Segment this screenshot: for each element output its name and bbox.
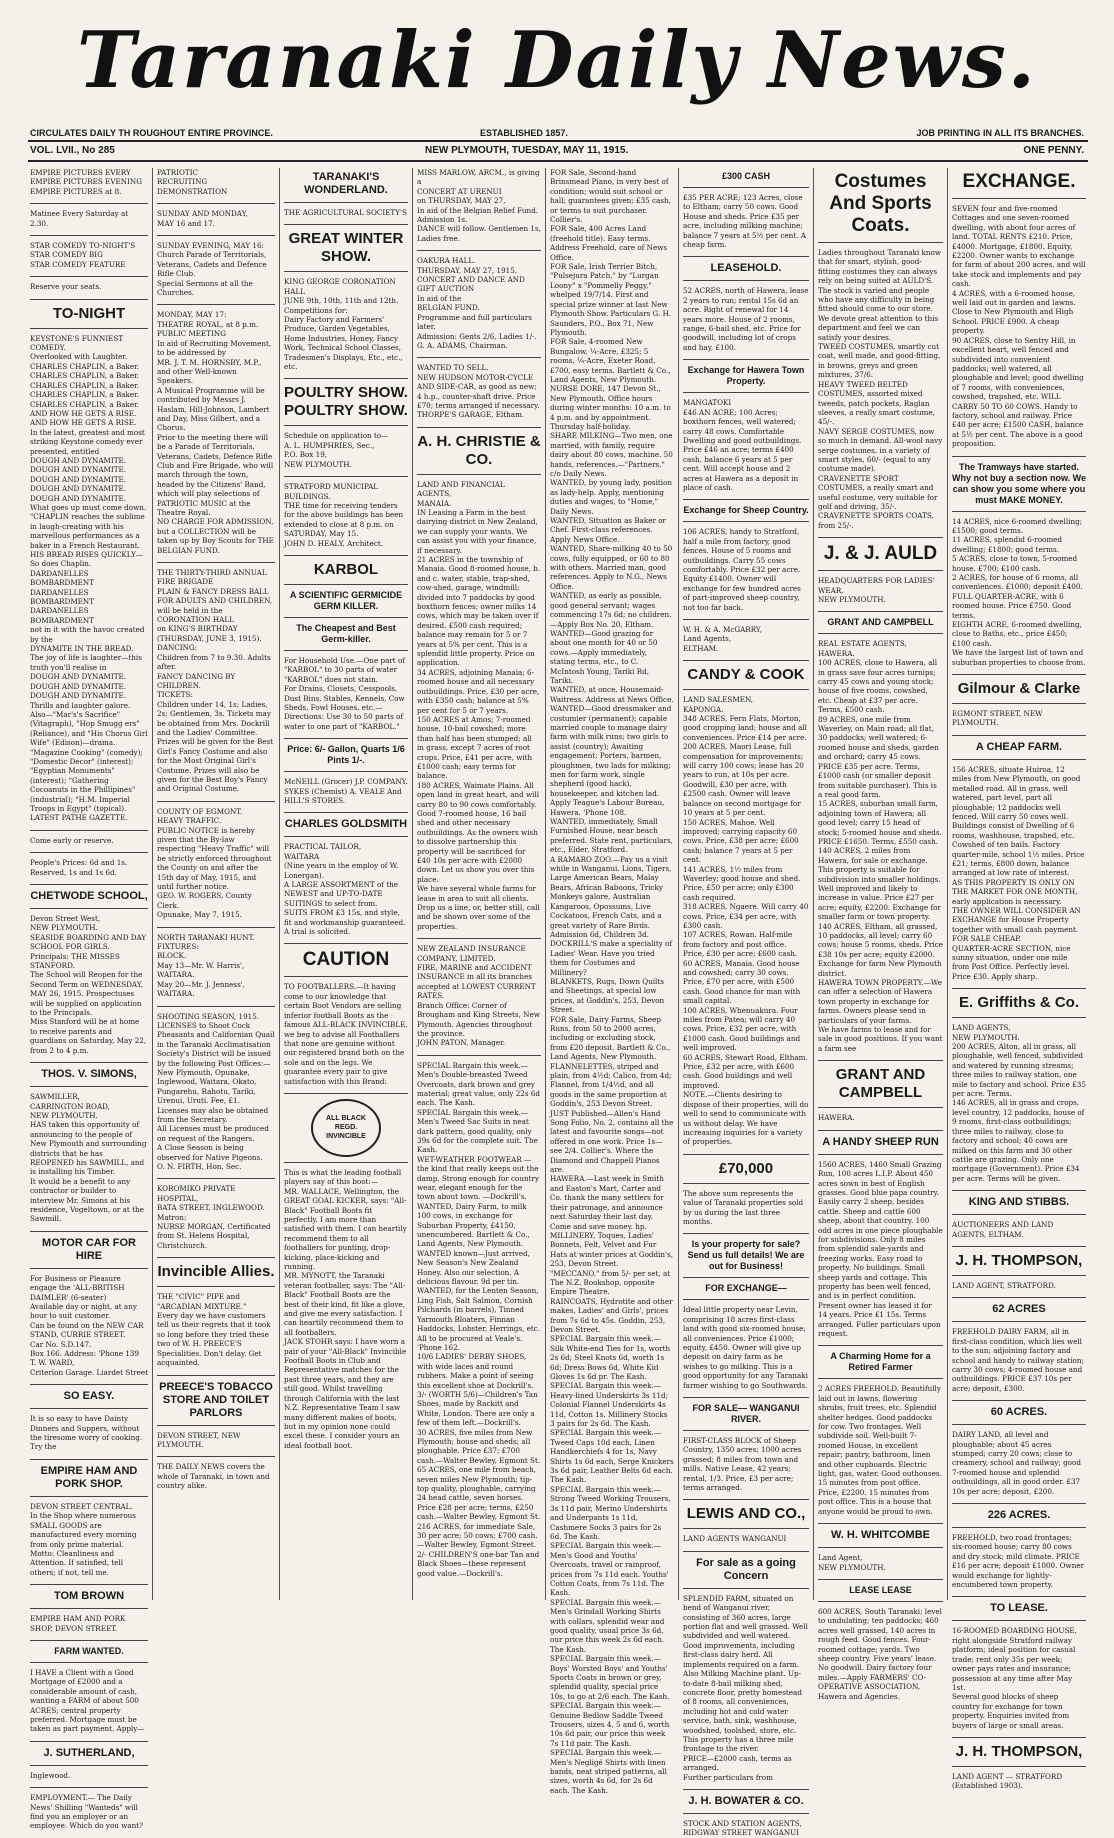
advert-heading: Exchange for Sheep Country. [683, 505, 809, 516]
advert-heading: Is your property for sale? Send us full details! We are out for Business! [687, 1239, 805, 1272]
advert-divider [952, 1503, 1086, 1504]
advert-divider [952, 1620, 1086, 1621]
advert-text: SAWMILLER, CARRINGTON ROAD, NEW PLYMOUTH. HAS taken this opportunity of announcing to the people of New Plymouth and surrounding districts that he has REOPENED his SAWMILL, and is installing his Timber. It would be a benefit to any contractor or builder to interview Mr. Simons at his residence, Vogeltown, or at the Sawmill. [30, 1092, 147, 1224]
advert-text: HAWERA. [818, 1113, 855, 1123]
advert-divider [284, 650, 408, 651]
advert-divider [952, 1275, 1086, 1276]
advert-divider [30, 1584, 148, 1585]
advert-heading: CANDY & COOK [687, 666, 805, 684]
advert-heading: THOS. V. SIMONS, [41, 1068, 137, 1081]
column-2 [157, 168, 275, 1600]
job-printing-line: JOB PRINTING IN ALL ITS BRANCHES. [916, 128, 1084, 138]
advert-divider [818, 1130, 943, 1131]
price: ONE PENNY. [1023, 145, 1084, 156]
advert-divider [157, 1257, 275, 1258]
advert-text: 156 ACRES, situate Huiroa, 12 miles from New Plymouth, on good metalled road. All in grass, well watered, part level, part all ploughable; 12 paddocks well fenced. Will carry 50 cows well. Buildings consist of Dwelling of 6 rooms, washhouse, trapshed, etc. Cowshed of ten bails. Factory quarter-mile, school 1½ miles. Price £21; terms, £800 down, balance arranged at low rate of interest. AS THIS PROPERTY IS ONLY ON THE MARKET FOR ONE MONTH, early application is necessary. THE OWNER WILL CONSIDER AN EXCHANGE for House Property together with small cash payment. FOR SALE CHEAP. QUARTER-ACRE SECTION, nice sunny situation, under one mile from Post Office. Perfectly level. Price £30. Apply sharp. [952, 764, 1085, 981]
advert-heading: J. SUTHERLAND, [43, 1746, 135, 1759]
advert-text: 52 ACRES, north of Hawera, lease 2 years to run; rental 15s 6d an acre. Right of renewal for 14 years more. House of 2 rooms, range, 6-bail shed, etc. Price for goodwill, including lot of crops and hay, £100. [683, 286, 809, 352]
advert-heading: FARM WANTED. [54, 1645, 124, 1656]
advert-divider [30, 1496, 148, 1497]
advert-divider [683, 1233, 809, 1234]
advert-text: LAND AGENTS, NEW PLYMOUTH. 200 ACRES, Alton, all in grass, all ploughable, well fenced, subdivided and watered by running streams; three miles to railway station, one mile to factory and school. Price £35 per acre. Terms. 146 ACRES, all in grass and crops, level country, 12 paddocks, house of 9 rooms, first-class outbuildings; three miles to railway, close to factory and school; 40 cows are milked on this farm and 30 other cattle are grazing. Only one mortgage (Government). Price £34 per acre. Terms will be given. [952, 1023, 1086, 1183]
advert-heading: 60 ACRES. [990, 1406, 1048, 1419]
advert-heading: J. H. BOWATER & CO. [688, 1794, 804, 1807]
advert-divider [157, 235, 275, 236]
advert-divider [683, 1528, 809, 1529]
advert-divider [417, 938, 541, 939]
advert-heading: The Cheapest and Best Germ-killer. [296, 622, 396, 644]
advert-heading: Price: 6/- Gallon, Quarts 1/6 Pints 1/-. [287, 744, 405, 766]
advert-text: Ladies throughout Taranaki know that for smart, stylish, good-fitting costumes they can always rely on being suited at AULD'S. The stock is varied and people who have any difficulty in being fitted should come to our store. We devote great attention to this department and feel we can satisfy your desires. TWEED COSTUMES, smartly cut coat, well made, and good-fitting, in browns, greys and green mixtures, 37/6. HEAVY TWEED BELTED COSTUMES, assorted mixed tweeds, patch pockets, Raglan sleeves, a really smart costume, 45/-. NAVY SERGE COSTUMES, now so much in demand. All-wool navy serge costumes, in a variety of smart styles, 60/- (equal to any costume made). CRAVENETTE SPORT COSTUMES, a really smart and useful costume, very suitable for golf and driving, 35/-. CRAVENETTE SPORTS COATS, from 25/-. [818, 248, 943, 530]
advert-text: For Business or Pleasure engage the 'ALL-BRITISH DAIMLER' (6-seater) Available day or night, at any hour to suit customer. Can be found on the NEW CAR STAND, CURRIE STREET. Car No. S.D.147. Box 166. Address: 'Phone 139 T. W. WARD, Criterion Garage. Liardet Street [30, 1273, 148, 1377]
advert-divider [30, 1640, 148, 1641]
advert-text: LAND AND FINANCIAL AGENTS, MANAIA. IN Leasing a Farm in the best dairying district in New Zealand, we can supply your wants. We can assist you with your finance, if necessary. 21 ACRES in the township of Manaia. Good 8-roomed house, b. and c. water, stable, trap-shed, cow-shed, garage, windmill; divided into 7 paddocks by good boxthorn fences; owner milks 14 cows, which may be taken over if desired. £500 cash required; balance may remain for 5 or 7 years at 5% per cent. This is a splendid little property. Price on application. 34 ACRES, adjoining Manaia; 6-roomed house and all necessary outbuildings. Price, £30 per acre, with £350 cash; balance at 5% per cent for 5 or 7 years. 150 ACRES at Amos; 7-roomed house, 10-bail cowshed; more than half has been stumped; all in grass, except 7 acres of root crops. Price, £41 per acre, with £1000 cash; easy terms for balance. 180 ACRES, Waimate Plains. All open land in great heart, and will carry 80 to 90 cows comfortably. Good 7-roomed house, 16 bail shed and other necessary outbuildings. As the owners wish to dissolve partnership this property will be sacrificed for £40 10s per acre with £2000 down. Let us show you over this place. We have several whole farms for lease in area to suit all clients. Drop us a line, or, better still, call and be shown over some of the properties. [417, 479, 541, 931]
advert-heading: EXCHANGE. [962, 171, 1076, 192]
advert-divider [30, 1062, 148, 1063]
advert-text: £35 PER ACRE; 123 Acres, close to Eltham; carry 50 cows. Good House and sheds. Price £35 per acre, including milking machine; balance 7 years at 5½ per cent. A cheap farm. [683, 193, 806, 250]
advert-text: 600 ACRES, South Taranaki; level to undulating; ten paddocks; 460 acres well grassed, 140 acres in rough feed. Good fences. Four-roomed cottage; yards. Two sheep country. Five years' lease. No goodwill. Dairy factory four miles.—Apply FARMERS' CO-OPERATIVE ASSOCIATION, Hawera and Agencies. [818, 1606, 942, 1701]
advert-divider [284, 555, 408, 556]
advert-divider [157, 203, 275, 204]
advert-divider [818, 570, 943, 571]
advert-text: McNEILL (Grocer) J.P. COMPANY. SYKES (Chemist) A. VEALE And HILL'S STORES. [284, 777, 408, 805]
advert-heading: TARANAKI'S WONDERLAND. [304, 171, 388, 196]
advert-divider [284, 202, 408, 203]
circulation-line: CIRCULATES DAILY TH ROUGHOUT ENTIRE PROVINCE. [30, 128, 273, 138]
advert-divider [683, 689, 809, 690]
advert-heading: £300 CASH [721, 171, 771, 181]
advert-divider [952, 988, 1086, 989]
advert-text: PATRIOTIC RECRUITING DEMONSTRATION [157, 168, 228, 196]
advert-divider [818, 1060, 943, 1061]
advert-text: 106 ACRES, handy to Stratford, half a mile from factory, good fences. House of 5 rooms and outbuildings. Carry 55 cows comfortably. Price £32 per acre. Equity £1400. Owner will exchange for few hundred acres of part-improved sheep country, not too far back. [683, 527, 801, 612]
advert-divider [157, 1456, 275, 1457]
badge-line: REGD. [334, 1124, 358, 1132]
advert-heading: Gilmour & Clarke [957, 680, 1081, 698]
advert-heading: 62 ACRES [992, 1303, 1046, 1316]
advert-text: EMPIRE PICTURES EVERY EMPIRE PICTURES EVENING EMPIRE PICTURES at 8. [30, 168, 142, 196]
advert-divider [284, 976, 408, 977]
advert-divider [30, 884, 148, 885]
advert-divider [30, 299, 148, 300]
advert-heading: POULTRY SHOW. POULTRY SHOW. [284, 384, 408, 420]
advert-heading: GREAT WINTER SHOW. [288, 230, 404, 266]
advert-text: Come early or reserve. [30, 835, 114, 845]
advert-divider [818, 1579, 943, 1580]
advert-text: DEVON STREET CENTRAL. In the Shop where numerous SMALL GOODS are manufactured every morning from only prime material. Motto: Cleanliness and Attention. If satisfied, tell others; if not, tell me. [30, 1501, 137, 1577]
advert-text: AUCTIONEERS AND LAND AGENTS, ELTHAM. [952, 1220, 1054, 1239]
advert-heading: KING AND STIBBS. [968, 1196, 1070, 1209]
column-divider [152, 168, 153, 1600]
advert-text: THE "CIVIC" PIPE and "ARCADIAN MIXTURE." Every day we have customers tell us their regrets that it took so long before they tried these two of W. H. PREECE'S Specialities. Don't delay. Get acquainted. [157, 1292, 271, 1368]
advert-divider [683, 1551, 809, 1552]
column-1 [30, 168, 148, 1831]
advert-divider [952, 1190, 1086, 1191]
advert-text: This is what the leading football players say of this boot:— MR. WALLACE, Wellington, the GREAT GOAL KICKER, says: "All-Black" Football Boots fit perfectly. I am more than satisfied with them. I can heartily recommend them to all footballers for punting, drop-kicking, place-kicking and running. MR. MYNOTT, the Taranaki veteran footballer, says: The "All-Black" Football Boots are the best of their kind, fit like a glove, and give me every satisfaction. I can heartily recommend them to all footballers. JACK STOHR says: I have worn a pair of your "All-Black" Invincible Football Boots in Club and Representative matches for the past three years, and they are still good. Whilst travelling through California with the last N.Z. Representative Team I saw many different makes of boots, but in my opinion none could excel these. I consider yours an ideal football boot. [284, 1167, 407, 1450]
advert-divider [818, 537, 943, 538]
advert-heading: The Tramways have started. Why not buy a section now. We can show you some where you must MAKE MONEY. [952, 461, 1087, 505]
advert-divider [30, 1741, 148, 1742]
advert-text: 14 ACRES, nice 6-roomed dwelling; £1500; good terms. 11 ACRES, splendid 6-roomed dwelling; £1800; good terms. 5 ACRES, close to town, 5-roomed house. £700; £100 cash. 2 ACRES, for house of 6 rooms, all conveniences. £1000; deposit £400. FULL QUARTER-ACRE, with 6 roomed house. Price £750. Good terms. EIGHTH ACRE, 6-roomed dwelling, close to Baths, etc., price £450; £100 cash. We have the largest list of town and suburban properties to choose from. [952, 516, 1086, 667]
advert-heading: EMPIRE HAM AND PORK SHOP. [40, 1464, 138, 1490]
advert-divider [952, 735, 1086, 736]
advert-divider [30, 1408, 148, 1409]
place-and-date: NEW PLYMOUTH, TUESDAY, MAY 11, 1915. [425, 145, 629, 156]
advert-text: Ideal little property near Levin, comprising 18 acres first-class land with good six-roomed house; all conveniences. Price £1000; equity, £450. Owner will give up deposit on dairy farm as he wishes to go milking. This is a good opportunity for any Taranaki farmer wishing to go Southwards. [683, 1305, 808, 1390]
advert-divider [30, 852, 148, 853]
advert-divider [284, 1162, 408, 1163]
advert-heading: SO EASY. [63, 1390, 115, 1403]
advert-divider [952, 1400, 1086, 1401]
advert-divider [30, 235, 148, 236]
newspaper-title: Taranaki Daily News. [77, 15, 1037, 106]
advert-text: KING GEORGE CORONATION HALL JUNE 9th, 10th, 11th and 12th. Competitions for: Dairy Factory and Farmers' Produce, Garden Vegetables, Home Industries, Honey, Fancy Work, Technical School Classes, Tradesmen's Displays, Etc., etc., etc. [284, 277, 403, 372]
advert-divider [683, 1430, 809, 1431]
advert-heading: W. H. WHITCOMBE [831, 1529, 930, 1542]
advert-text: HEADQUARTERS FOR LADIES' WEAR, NEW PLYMOUTH. [818, 576, 935, 604]
advert-divider [952, 198, 1086, 199]
advert-divider [818, 1154, 943, 1155]
advert-divider [30, 1787, 148, 1788]
advert-text: Matinee Every Saturday at 2.30. [30, 209, 129, 228]
advert-text: 1560 ACRES, 1460 Small Grazing Run, 100 acres L.I.P. About 450 acres sown in best of English grasses. Good blue papa country. Easily carry 2 sheep, besides cattle. Sheep and cattle 600 sheep, about that country. 100 odd acres in one piece ploughable for subdivisions. Only 8 miles from splendid sale-yards and freezing works. Easy road to property. No buildings. Small sheep yards and cottage. This property has been well fenced, and is in perfect condition. Present owner has leased it for 14 years. Price £1 15s. Terms arranged. Fuller particulars upon request. [818, 1159, 943, 1338]
advert-heading: LEASEHOLD. [710, 262, 782, 275]
advert-heading: LEWIS AND CO., [686, 1505, 806, 1523]
advert-text: People's Prices: 6d and 1s. Reserved, 1s and 1s 6d. [30, 858, 128, 877]
advert-text: TO FOOTBALLERS.—It having come to our knowledge that certain Boot Vendors are selling inferior football Boots as the famous ALL-BLACK INVINCIBLE, we beg to advise all Footballers that none are genuine without our registered brand both on the sole and on the legs. We guarantee every pair to give satisfaction with this Brand: [284, 982, 408, 1086]
advert-heading: A SCIENTIFIC GERMICIDE GERM KILLER. [289, 589, 403, 611]
advert-divider [683, 280, 809, 281]
advert-heading: FOR EXCHANGE— [705, 1283, 787, 1294]
advert-text: THE THIRTY-THIRD ANNUAL FIRE BRIGADE PLAIN & FANCY DRESS BALL FOR ADULTS AND CHILDREN, will be held in the CORONATION HALL on KING'S BIRTHDAY (THURSDAY, JUNE 3, 1915). DANCING: Children from 7 to 9.30. Adults after. FANCY DANCING BY CHILDREN. TICKETS: Children under 14, 1s; Ladies, 2s; Gentlemen, 3s. Tickets may be obtained from Mrs. Dockrill and the Ladies' Committee. Prizes will be given for the Best Girl's Fancy Costume and also for the Most Original Girl's Costume. Prizes will also be given for the Best Boy's Fancy and Original Costume. [157, 568, 274, 794]
advert-heading: TO-NIGHT [52, 304, 126, 322]
advert-divider [284, 584, 408, 585]
advert-heading: TO LEASE. [990, 1602, 1048, 1615]
column-3 [284, 168, 408, 1600]
column-divider [545, 168, 546, 1600]
advert-text: Reserve your seats. [30, 282, 102, 292]
column-divider [813, 168, 814, 1600]
advert-divider [284, 271, 408, 272]
established-line: ESTABLISHED 1857. [480, 128, 568, 138]
advert-divider [952, 1766, 1086, 1767]
advert-text: COUNTY OF EGMONT. HEAVY TRAFFIC. PUBLIC NOTICE is hereby given that the By-law respecting "Heavy Traffic" will be strictly enforced throughout the County on and after the 15th day of May, 1915, and until further notice. GEO. W. ROGERS, County Clerk. Opunake, May 7, 1915. [157, 806, 272, 920]
advert-divider [417, 250, 541, 251]
advert-divider [818, 1601, 943, 1602]
advert-text: SPECIAL Bargain this week.— Men's Double-breasted Tweed Overcoats, dark brown and grey material; great value, only 22s 6d each. The Kash. SPECIAL Bargain this week.— Men's Tweed Sac Suits in neat dark pattern, good quality, only 39s 6d for the complete suit. The Kash. WET-WEATHER FOOTWEAR — the kind that really keeps out the damp. Strong enough for country wear, elegant enough for the town about town. —Dockrill's. WANTED, Dairy Farm, to milk 100 cows, in exchange for Suburban Property, £4150, unencumbered. Bartlett & Co., Land Agents, New Plymouth. WANTED known—Just arrived, New Season's New Zealand Honey. Also our selection. A delicious flavour. 9d per tin. WANTED, for the Lenten Season, Ling Fish, Salt Salmon, Cornish Pilchards (in barrels), Tinned Yarmouth Bloaters, Finnan Haddocks, Lobster, Herrings, etc. All to be procured at Veale's. 'Phone 162. 10/6 LADIES' DERBY SHOES, with wide laces and round rubbers. Make a point of seeing this excellent shoe at Dockrill's. 3/- (WORTH 5/6)—Children's Tan Shoes, made by Rackitt and White, London. There are only a few of them left.—Dockrill's. 30 ACRES, five miles from New Plymouth; house and sheds; all ploughable. Price £37; £700 cash.—Walter Bewley, Egmont St. 65 ACRES, one mile from beach, seven miles New Plymouth; tip-top quality, ploughable, carrying 24 head cattle, seven horses. Price £28 per acre; terms, £250 cash.—Walter Bewley, Egmont St. 216 ACRES, for immediate Sale, 30 per acre; 50 cows; £700 cash.—Walter Bewley, Egmont Street. 2/- CHILDREN'S one-bar Tan and Black Shoes—these represent good value.—Dockrill's. [417, 1060, 541, 1578]
advert-text: KEYSTONE'S FUNNIEST COMEDY. Overlooked with Laughter. CHARLES CHAPLIN, a Baker. CHARLES CHAPLIN, a Baker. CHARLES CHAPLIN, a Baker. CHARLES CHAPLIN, a Baker. CHARLES CHAPLIN, a Baker. AND HOW HE GETS A RISE. AND HOW HE GETS A RISE. In the latest, greatest and most striking Keystone comedy ever presented, entitled DOUGH AND DYNAMITE. DOUGH AND DYNAMITE. DOUGH AND DYNAMITE. DOUGH AND DYNAMITE. DOUGH AND DYNAMITE. What goes up must come down. "CHAPLIN reaches the sublime in laugh-creating with his marvellous performances as a baker in a French Restaurant. HIS BREAD RISES QUICKLY— So does Chaplin. DARDANELLES BOMBARDMENT DARDANELLES BOMBARDMENT DARDANELLES BOMBARDMENT not in it with the havoc created by the DYNAMITE IN THE BREAD. The joy of life is laughter—this truth you'll realise in DOUGH AND DYNAMITE. DOUGH AND DYNAMITE. DOUGH AND DYNAMITE. Thrills and laughter galore. Also—"Mar's's Sacrifice" (Vitagraph), "Hop Smugg ers" (Reliance), and "His Chorus Girl Wife" (Edison)—drama. "Magazine Cooking" (comedy); "Domestic Decor" (interest); "Egyptian Monuments" (interest); "Gathering Cocoanuts in the Phillipines" (industrial); "H.M. Imperial Troops in Egypt" (topical). LATEST PATHE GAZETTE. [30, 333, 148, 823]
advert-divider [30, 1086, 148, 1087]
advert-divider [683, 1299, 809, 1300]
advert-text: DEVON STREET, NEW PLYMOUTH. [157, 1430, 241, 1449]
advert-heading: GRANT AND CAMPBELL [835, 1066, 926, 1102]
advert-heading: CAUTION [302, 949, 390, 971]
advert-text: Schedule on application to— A. L. HUMPHRIES, Sec., P.O. Box 19, NEW PLYMOUTH. [284, 431, 389, 469]
advert-divider [157, 927, 275, 928]
advert-heading: J. & J. AULD [823, 543, 938, 565]
advert-divider [683, 256, 809, 257]
advert-divider [952, 1737, 1086, 1738]
column-divider [678, 168, 679, 1600]
advert-text: MONDAY, MAY 17: THEATRE ROYAL, at 8 p.m. PUBLIC MEETING In aid of Recruiting Movement, to be addressed by MR. J. T. M. HORNSBY, M.P., and other Well-known Speakers. A Musical Programme will be contributed by Messrs J. Haslam, Hill-Johnson, Lambert and Day, Miss Gilbert, and a Chorus. Prior to the meeting there will be a Parade of Territorials, Veterans, Cadets, Defence Rifle Club and Fire Brigade, who will march through the town, headed by the Citizens' Band, which will play selections of PATRIOTIC MUSIC at the Theatre Royal. NO CHARGE FOR ADMISSION, but a COLLECTION will be taken up by Boy Scouts for THE BELGIAN FUND. [157, 310, 274, 555]
advert-divider [284, 617, 408, 618]
advert-text: W. H. & A. McGARRY, Land Agents, ELTHAM. [683, 625, 762, 653]
advert-divider [683, 359, 809, 360]
advert-text: SUNDAY EVENING, MAY 16: Church Parade of Territorials, Veterans, Cadets and Defence Rifle Club. Special Sermons at all the Churches. [157, 241, 267, 298]
advert-divider [30, 1765, 148, 1766]
advert-text: I HAVE a Client with a Good Mortgage of £2000 and a considerable amount of cash, wanting a FARM of about 500 ACRES; central property preferred. Mortgage must be taken as part payment. Apply— [30, 1667, 145, 1734]
advert-heading: J. H. THOMPSON, [955, 1251, 1083, 1269]
advert-divider [683, 187, 809, 188]
advert-divider [952, 1321, 1086, 1322]
advert-heading: A. H. CHRISTIE & CO. [417, 432, 541, 468]
advert-heading: 226 ACRES. [987, 1509, 1051, 1522]
advert-divider [952, 1297, 1086, 1298]
column-5 [550, 168, 674, 1795]
badge-line: INVINCIBLE [326, 1133, 366, 1141]
advert-divider [683, 521, 809, 522]
advert-divider [157, 1425, 275, 1426]
advert-divider [818, 1107, 943, 1108]
advert-text: EMPIRE HAM AND PORK SHOP, DEVON STREET. [30, 1614, 126, 1633]
advert-heading: LEASE LEASE [849, 1584, 912, 1595]
advert-text: For Household Use.—One part of "KARBOL" to 30 parts of water "KARBOL" does not stain. For Drains, Closets, Cesspools, Dust Bins, Stables, Kennels, Cow Sheds, Fowl Houses, etc.—Directions: Use 30 to 50 parts of water to one part of "KARBOL." [284, 655, 405, 731]
advert-divider [952, 703, 1086, 704]
column-8 [952, 168, 1087, 1791]
advert-divider [30, 328, 148, 329]
advert-text: STOCK AND STATION AGENTS, RIDGWAY STREET WANGANUI [683, 1818, 802, 1838]
advert-divider [952, 674, 1086, 675]
advert-heading: CHARLES GOLDSMITH [284, 818, 408, 831]
advert-heading: Costumes And Sports Coats. [829, 171, 932, 236]
advert-text: EMPLOYMENT.— The Daily News' Shilling "Wanteds" will find you an employer or an employee. Which do you want? [30, 1793, 144, 1831]
advert-divider [952, 1214, 1086, 1215]
masthead-rule-bottom [28, 160, 1088, 162]
advert-divider [818, 1547, 943, 1548]
advert-divider [30, 1608, 148, 1609]
advert-divider [952, 1017, 1086, 1018]
advert-heading: A CHEAP FARM. [975, 740, 1063, 753]
advert-divider [683, 1277, 809, 1278]
advert-divider [683, 1154, 809, 1155]
advert-text: NORTH TARANAKI HUNT. FIXTURES: BLOCK. May 13—Mr. W. Harris', WAITARA. May 20—Mr. J. Jenness', WAITARA. [157, 932, 255, 999]
advert-divider [284, 476, 408, 477]
advert-text: LAND SALESMEN, KAPONGA. 348 ACRES, Fern Flats, Morton, good cropping land; house and all conveniences. Price £14 per acre. 200 ACRES, Maori Lease, full compensation for improvements; will carry 100 cows; lease has 20 years to run, at 10s per acre. Goodwill, £30 per acre, with £2500 cash. Owner will leave balance on second mortgage for 10 years at 5 per cent. 150 ACRES, Mahoe. Well improved; carrying capacity 60 cows. Price, £38 per acre; £600 cash; balance 7 years at 5 per cent. 141 ACRES, 1½ miles from Waverley; good house and shed. Price, £50 per acre; only £300 cash required. 318 ACRES, Ngaere. Will carry 40 cows. Price, £34 per acre, with £300 cash. 107 ACRES, Rowan. Half-mile from factory and post office. Price, £30 per acre; £600 cash. 60 ACRES, Manaia. Good house and cowshed; carry 30 cows. Price, £70 per acre, with £500 cash. Good chance for man with small capital. 100 ACRES, Whenuakura. Four miles from Patea; will carry 40 cows. Price, £32 per acre, with £1000 cash. Good buildings and well improved. 60 ACRES, Stewart Road, Eltham. Price, £32 per acre, with £600 cash. Good buildings and well improved. NOTE.—Clients desiring to dispose of their properties, will do well to send to communicate with us without delay. We have increasing inquiries for a variety of properties. [683, 695, 809, 1147]
advert-text: LAND AGENT, STRATFORD. [952, 1280, 1056, 1290]
advert-heading: A Charming Home for a Retired Farmer [830, 1351, 931, 1373]
advert-divider [818, 633, 943, 634]
advert-text: NEW ZEALAND INSURANCE COMPANY, LIMITED. FIRE, MARINE and ACCIDENT INSURANCE in all its branches accepted at LOWEST CURRENT RATES. Branch Office: Corner of Brougham and King Streets, New Plymouth. Agencies throughout the province. JOHN PATON, Manager. [417, 944, 540, 1048]
advert-text: It is so easy to have Dainty Dinners and Suppers, without the tiresome worry of cooking. Try the [30, 1414, 143, 1452]
advert-heading: E. Griffiths & Co. [959, 994, 1079, 1012]
advert-text: 16-ROOMED BOARDING HOUSE, right alongside Stratford railway platform; ideal position for casual trade; rent only 35s per week; owner pays rates and insurance; possession at any time after May 1st. Several good blocks of sheep country for exchange for town property. Enquiries invited from buyers of large or small areas. [952, 1626, 1077, 1730]
advert-divider [30, 1662, 148, 1663]
advert-divider [284, 943, 408, 944]
advert-text: FIRST-CLASS BLOCK of Sheep Country, 1350 acres; 1000 acres grassed; 8 miles from town and mills. Native Lease, 42 years; rental, 1/3. Price, £3 per acre; terms arranged. [683, 1436, 802, 1493]
advert-text: THE AGRICULTURAL SOCIETY'S [284, 208, 407, 217]
advert-divider [952, 456, 1086, 457]
advert-divider [952, 1424, 1086, 1425]
advert-heading: PREECE'S TOBACCO STORE AND TOILET PARLORS [159, 1380, 273, 1419]
advert-divider [157, 1375, 275, 1376]
advert-text: STRATFORD MUNICIPAL BUILDINGS. THE time for receiving tenders for the above buildings has been extended to close at 8 p.m. on SATURDAY, May 15. JOHN D. HEALY, Architect. [284, 482, 404, 548]
advert-text: PRACTICAL TAILOR, WAITARA (Nine years in the employ of W. Lonergan). A LARGE ASSORTMENT of the NEWEST and UP-TO-DATE SUITINGS to select from. SUITS FROM £3 15s, and style, fit and workmanship guaranteed. A trial is solicited. [284, 842, 406, 937]
advert-divider [30, 1268, 148, 1269]
advert-text: FOR Sale, Second-hand Brinsmead Piano, in very best of condition; would suit school or hall; guarantees given; £35 cash, or terms to suit purchaser. Collier's. FOR Sale, 400 Acres Land (freehold title). Easy terms. Address Freehold, care of News Office. FOR Sale, Irish Terrier Bitch, "Pulsejura Patch," by "Lurgan Loony" x "Pommelly Peggy," whelped 19/7/14. First and special prize winner at last New Plymouth Show. Particulars G. H. Saunders, P.O., Box 71, New Plymouth. FOR Sale, 4-roomed New Bungalow, ¼-Acre, £325; 5 rooms, ¼-Acre, Exeter Road, £700, easy terms. Bartlett & Co., Land Agents, New Plymouth. NURSE DORE, 147 Devon St., New Plymouth. Office hours during winter months: 10 a.m. to 4 p.m. and by appointment. Thursday half-holiday. SHARE MILKING—Two men, one married, with family, require dairy about 80 cows, machine. 50 hands, references.—"Partners," c/o Daily News. WANTED, by young lady, position as lady-help. Apply, mentioning duties and wages, to "Home," Daily News. WANTED, Situation as Baker or Chef. First-class references. Apply News Office. WANTED, Share-milking 40 to 50 cows, fully equipped, or 60 to 80 with others. Married man, good references. Apply to N.G., News Office. WANTED, as early as possible, good general servant; wages commencing 17s 6d; no children.—Apply Box No. 20, Eltham. WANTED—Good grazing for about one month for 40 or 50 cows.—Apply immediately, stating terms, etc., to C. McIntosh Young, Tariki Rd, Tariki. WANTED, at once, Housemaid-Waitress. Address at News Office. WANTED—Good dressmaker and costumier (permanent); capable married couple to manage dairy farm with milk runs; two girls to assist (country); Awaiting engagement: Porters, barmen, ploughmen, two lads for milking; men for farm work, single shepherd (good hack), housekeeper, and kitchen lad. Apply Teague's Labour Bureau, Hawera. 'Phone 108. WANTED, immediately, Small Furnished House, near beach preferred. State rent, particulars, etc., Elder, Stratford. A RAMARO ZOO.—Pay us a visit while in Wanganui. Lions, Tigers, Large American Bears, Malay Bears, African Baboons, Tricky Monkeys galore, Australian Kangaroos, Opossums, Live Cockatoos, French Cats, and a great variety of Rare Birds. Admission 6d, Children 3d. DOCKRILL'S make a speciality of Ladies' Wear. Have you tried them for Costumes and Millinery? BLANKETS, Rugs, Down Quilts and Sheetings, at special low prices, at Goddin's, 253, Devon Street. FOR Sale, Dairy Farms, Sheep Runs, from 50 to 2000 acres, including or excluding stock, from £20 deposit. Bartlett & Co., Land Agents, New Plymouth. FLANNELETTES, striped and plain, from 4½d; Calico, from 4d; Flannel, from 1/4½d, and all goods in the same proportion at Goddin's, 253 Devon Street. JUST Published—Allen's Hand Song Folio, No. 2, contains all the latest and favourite songs—not offered in one work. Price 1s—see 2/4. Collier's. Where the Diamond and Chappell Pianos are. HAWERA.—Last week in Smith and Easton's Mart, Carter and Co. thank the many settlers for their patronage, and announce next Saturday their last day. Come and save money. hp. MILLINERY, Toques, Ladies' Bonnets, Felt, Velvet and Fur Hats at winter prices at Goddin's, 253, Devon Street. "MECCANO," from 5/- per set, at The N.Z. Bookshop, opposite Empire Theatre. RAINCOATS, Hydrotite and other makes, Ladies' and Girls', prices from 7s 6d to 45s. Goddin, 253, Devon Street. SPECIAL Bargain this week.— Silk White-end Ties for 1s, worth 2s 6d; Steel Knots 6d, worth 1s 6d; Dress Bows 6d, White Kid Gloves 1s 6d pr. The Kash. SPECIAL Bargain this week.— Heavy-lined Underskirts 3s 11d; Colonial Flannel Underskirts 4s 11d, Cotton 1s. Millinery Stocks 3 pairs for 2s 6d. The Kash. SPECIAL Bargain this week.— Tweed Caps 10d each, Linen Handkerchiefs 4 for 1s, Navy Shirts 1s 6d each, Serge Knickers 3s 6d pair, Leather Belts 6d each. The Kash. SPECIAL Bargain this week.— Strong Tweed Working Trousers, 3s 11d pair, Merino Undershirts and Underpants 1s 11d, Cashmere Socks 3 pairs for 2s 6d. The Kash. SPECIAL Bargain this week.— Men's Good and Youths' Overcoats, travel or rainproof, prices from 7s 11d each. Youths' Cotton Coats, from 7s 11d. The Kash. SPECIAL Bargain this week.— Men's Grindall Working Shirts with collars, splendid wear and good quality, usual price 3s 6d, our price this week 2s 6d each. The Kash. SPECIAL Bargain this week.— Boys' Worsted Boys' and Youths' Sports Coats in brown or grey, splendid quality, special price 10s, to go at 2/6 each. The Kash. SPECIAL Bargain this week.— Genuine Bedlow Saddle Tweed Trousers, sizes 4, 5 and 6, worth 10s 6d pair, our price this week 7s 11d pair. The Kash. SPECIAL Bargain this week.— Men's Negligé Shirts with linen bands, neat striped patterns, all sizes, worth 4s 6d, for 2s 6d each. The Kash. [550, 168, 674, 1795]
advert-divider [284, 738, 408, 739]
advert-divider [952, 1527, 1086, 1528]
advert-heading: A HANDY SHEEP RUN [822, 1135, 939, 1148]
advert-divider [284, 771, 408, 772]
advert-divider [284, 425, 408, 426]
advert-divider [30, 908, 148, 909]
advert-divider [30, 203, 148, 204]
advert-text: REAL ESTATE AGENTS, HAWERA. 100 ACRES, close to Hawera, all in grass save four acres turnips; carry 45 cows and young stock; house of five rooms, cowshed, etc. Cheap at £37 per acre. Terms, £500 cash. 89 ACRES, one mile from Waverley, on Main road; all flat, 30 paddocks; well watered; 6-roomed house and sheds, garden and orchard; carry 45 cows. PRICE £35 per acre. Terms, £1000 cash (or smaller deposit from suitable purchaser). This is a real good farm. 15 ACRES, suburban small farm, adjoining town of Hawera; all good level; carry 15 head of stock; 5-roomed house and sheds. PRICE £1650. Terms, £550 cash. 140 ACRES, 2 miles from Hawera, for sale or exchange. This property is suitable for subdivision into smaller holdings. Well improved and likely to increase in value. Price £27 per acre; equity, £2200. Exchange for smaller farm or town property. 140 ACRES, Eltham, all grassed, 10 paddocks, all level; carry 60 cows; house 5 rooms, sheds. Price £38 10s per acre; equity £2000. Exchange for farm New Plymouth district. HAWERA TOWN PROPERTY.—We can offer a selection of Hawera town property in exchange for farms. Owners please send in particulars of your farms. We have farms to lease and for sale in good positions. If you want a farm see [818, 639, 944, 1053]
advert-text: EGMONT STREET, NEW PLYMOUTH. [952, 709, 1043, 728]
advert-divider [818, 242, 943, 243]
masthead [0, 0, 1114, 120]
volume-number: VOL. LVII., No 285 [30, 145, 115, 156]
column-divider [279, 168, 280, 1600]
advert-text: SHOOTING SEASON, 1915. LICENSES to Shoot Cock Pheasants and Californian Quail in the Taranaki Acclimatisation Society's District will be issued by the following Post Offices:—New Plymouth, Opunake, Inglewood, Waitara, Okato, Pungarehu, Rahotu, Tariki, Urenui, Uruti. Fee, £1. Licenses may also be obtained from the Secretary. All Licenses must be produced on request of the Rangers. A Close Season is being observed for Native Pigeons. O. N. FIRTH, Hon. Sec. [157, 1011, 275, 1171]
advert-divider [818, 1378, 943, 1379]
advert-text: STAR COMEDY TO-NIGHT'S STAR COMEDY BIG STAR COMEDY FEATURE [30, 241, 136, 269]
masthead-rule-top [28, 140, 1088, 142]
advert-divider [284, 224, 408, 225]
advert-divider [30, 1384, 148, 1385]
advert-divider [417, 427, 541, 428]
advert-heading: £70,000 [718, 1159, 774, 1177]
advert-divider [818, 611, 943, 612]
advert-divider [284, 836, 408, 837]
all-black-brand-badge [311, 1099, 381, 1157]
advert-text: SUNDAY AND MONDAY, MAY 16 and 17. [157, 209, 248, 228]
advert-text: LAND AGENTS WANGANUI [683, 1534, 787, 1544]
advert-heading: FOR SALE— WANGANUI RIVER. [692, 1403, 800, 1424]
advert-divider [157, 801, 275, 802]
advert-divider [284, 1093, 408, 1094]
advert-text: WANTED TO SELL. NEW HUDSON MOTOR-CYCLE AND SIDE-CAR, as good as new; 4 h.p., counter-shaft drive. Price £70; terms arranged if necessary. THORPE'S GARAGE, Eltham. [417, 363, 540, 420]
advert-heading: Exchange for Hawera Town Property. [687, 365, 805, 387]
advert-divider [683, 392, 809, 393]
advert-divider [683, 499, 809, 500]
advert-text: FREEHOLD, two road frontages; six-roomed house; carry 80 cows and dry stock; mild climate. PRICE £16 per acre; deposit £1000. Owner would exchange for lightly-encumbered town property. [952, 1533, 1085, 1590]
advert-divider [952, 759, 1086, 760]
column-4 [417, 168, 541, 1600]
advert-divider [30, 276, 148, 277]
advert-divider [30, 1231, 148, 1232]
advert-divider [157, 1178, 275, 1179]
advert-text: 2 ACRES FREEHOLD. Beautifully laid out in lawns, flowering shrubs, fruit trees, etc. Splendid shelter hedges. Good paddocks for cow. Two frontages. Well subdivide soil. Well-built 7-roomed House, in excellent repair; pantry, bathroom, linen and other cupboards. Electric light, gas, water. Good outhouses. 15 minutes from post office. Price, £2200. 15 minutes from post office. This is a house that anyone would be proud to own. [818, 1384, 942, 1516]
advert-divider [683, 1588, 809, 1589]
advert-divider [683, 1183, 809, 1184]
advert-text: The above sum represents the value of Taranaki properties sold by us during the last three months. [683, 1188, 804, 1226]
advert-divider [818, 1345, 943, 1346]
advert-divider [417, 357, 541, 358]
advert-text: MANGATOKI £46 AN ACRE; 100 Acres; boxthorn fences, well watered; carry 48 cows. Comfortable Dwelling and good outbuildings. Price £46 an acre; terms £400 cash, balance 6 years at 5 per cent. Will accept house and 2 acres at Hawera as a deposit in place of cash. [683, 398, 802, 492]
advert-heading: GRANT AND CAMPBELL [827, 617, 934, 628]
advert-text: THE DAILY NEWS covers the whole of Taranaki, in town and country alike. [157, 1462, 270, 1491]
advert-divider [818, 1523, 943, 1524]
badge-line: ALL BLACK [326, 1115, 366, 1123]
advert-text: Land Agent, NEW PLYMOUTH. [818, 1553, 886, 1572]
advert-heading: J. H. THOMPSON, [955, 1742, 1083, 1760]
advert-text: DAIRY LAND, all level and ploughable; about 45 acres stumped; carry 20 cows; close to creamery, school and railway; good 7-roomed house and splendid outbuildings, all in good order. £37 10s per acre; deposit, £200. [952, 1430, 1081, 1496]
advert-divider [683, 1813, 809, 1814]
advert-divider [157, 304, 275, 305]
column-7 [818, 168, 944, 1701]
advert-text: KOROMIKO PRIVATE HOSPITAL, BATA STREET, INGLEWOOD. Matron: NURSE MORGAN, Certificated from St. Helens Hospital, Christchurch. [157, 1184, 271, 1250]
advert-divider [417, 1055, 541, 1056]
advert-divider [952, 511, 1086, 512]
advert-text: FREEHOLD DAIRY FARM, all in first-class condition, which lies well to the sun; adjoining factory and school and handy to railway station; carry 30 cows; 4-roomed house and outbuildings. PRICE £37 10s per acre; deposit, £300. [952, 1327, 1084, 1393]
advert-divider [157, 1286, 275, 1287]
advert-text: SPLENDID FARM, situated on bend of Wanganui river, consisting of 360 acres, large portion flat and well grassed. Well subdivided and well watered. Good improvements, including first-class dairy herd. All implements required on a farm. Also Milking Machine plant. Up-to-date 8-bail milking shed, concrete floor, pretty homestead of 8 rooms, all conveniences, including hot and cold water service, bath, sink, washhouse, woodshed, toolshed, store, etc. This property has a three mile frontage to the river. PRICE—£2000 cash, terms as arranged. Further particulars from [683, 1593, 808, 1782]
column-6 [683, 168, 809, 1838]
advert-heading: For sale as a going Concern [696, 1556, 796, 1582]
advert-divider [683, 660, 809, 661]
advert-heading: Invincible Allies. [157, 1263, 275, 1281]
column-divider [412, 168, 413, 1600]
advert-divider [284, 812, 408, 813]
advert-heading: CHETWODE SCHOOL, [30, 890, 148, 902]
advert-heading: MOTOR CAR FOR HIRE [42, 1236, 136, 1262]
column-divider [947, 168, 948, 1600]
advert-text: Inglewood. [30, 1770, 71, 1780]
advert-text: LAND AGENT — STRATFORD (Established 1903). [952, 1771, 1063, 1791]
advert-text: Devon Street West, NEW PLYMOUTH. SEASIDE BOARDING AND DAY SCHOOL FOR GIRLS. Principals: THE MISSES STANFORD. The School will Reopen for the Second Term on WEDNESDAY, MAY 26, 1915. Prospectuses will be supplied on application to the Principals. Miss Stanford will be at home to receive parents and guardians on Saturday, May 22, from 2 to 4 p.m. [30, 914, 147, 1055]
advert-heading: TOM BROWN [53, 1590, 125, 1603]
advert-divider [157, 1006, 275, 1007]
advert-divider [952, 1596, 1086, 1597]
advert-divider [952, 1246, 1086, 1247]
advert-divider [683, 1397, 809, 1398]
advert-divider [683, 619, 809, 620]
advert-divider [417, 474, 541, 475]
advert-divider [30, 830, 148, 831]
advert-divider [157, 562, 275, 563]
advert-divider [30, 1459, 148, 1460]
advert-text: SEVEN four and five-roomed Cottages and one seven-roomed dwelling, with about four acres of land. TOTAL RENTS £210. Price, £4000. Mortgage, £1800. Equity, £2200. Owner wants to exchange for farm of about 200 acres, and will take stock and implements and pay cash. 4 ACRES, with a 6-roomed house, well laid out in garden and lawns. Close to New Plymouth and High School. PRICE £900. A cheap property. 90 ACRES, close to Sentry Hill, in excellent heart, well fenced and subdivided into convenient paddocks; well watered, all ploughable and level; good dwelling of 7 rooms, with conveniences, cowshed, trapshed, etc. WILL CARRY 50 TO 60 COWS. Handy to factory, school and railway. Price £40 per acre; £1500 CASH, balance at 5½ per cent. The above is a good proposition. [952, 204, 1086, 449]
advert-text: MISS MARLOW, ARCM., is giving a CONCERT AT URENUI on THURSDAY, MAY 27, In aid of the Belgian Relief Fund. Admission 1s. DANCE will follow. Gentlemen 1s, Ladies free. [417, 168, 541, 243]
advert-divider [683, 1499, 809, 1500]
advert-heading: KARBOL [313, 560, 379, 578]
advert-text: OAKURA HALL. THURSDAY, MAY 27, 1915. CONCERT AND DANCE AND GIFT AUCTION In aid of the BELGIAN FUND. Programme and full particulars later. Admission: Gents 2/6, Ladies 1/-. G. A. ADAMS, Chairman. [417, 256, 537, 350]
advert-divider [683, 1789, 809, 1790]
advert-divider [284, 378, 408, 379]
